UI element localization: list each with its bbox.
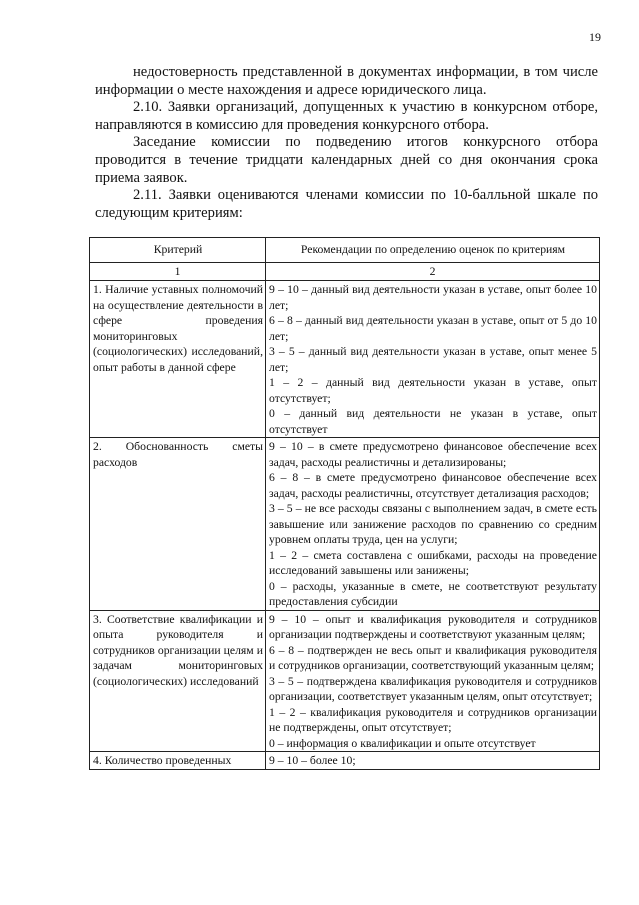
recommendation-line: 9 – 10 – опыт и квалификация руководителя и сотрудников организации подтверждены и соответствуют указанным целям;	[269, 612, 597, 641]
recommendation-line: 3 – 5 – данный вид деятельности указан в уставе, опыт менее 5 лет;	[269, 345, 597, 374]
recommendations-cell	[266, 610, 600, 752]
recommendation-line: 9 – 10 – более 10;	[269, 754, 356, 767]
recommendation-line: 9 – 10 – в смете предусмотрено финансовое обеспечение всех задач, расходы реалистичны и детализированы;	[269, 440, 597, 469]
column-number-1: 1	[90, 262, 266, 281]
recommendations-cell	[266, 752, 600, 770]
recommendation-line: 1 – 2 – квалификация руководителя и сотрудников организации не подтверждены, опыт отсутствует;	[269, 705, 597, 734]
paragraph-p3: Заседание комиссии по подведению итогов конкурсного отбора проводится в течение тридцати календарных дней со дня окончания срока приема заявок.	[95, 134, 598, 186]
recommendation-line: 3 – 5 – подтверждена квалификация руководителя и сотрудников организации, соответствует указанным целям, опыт отсутствует;	[269, 674, 597, 703]
table-header-row	[90, 238, 600, 263]
column-number-row	[90, 262, 600, 281]
recommendation-line: 6 – 8 – данный вид деятельности указан в уставе, опыт от 5 до 10 лет;	[269, 314, 597, 343]
criterion-cell: 2. Обоснованность сметы расходов	[90, 438, 266, 611]
table-row	[90, 610, 600, 752]
recommendation-line: 0 – данный вид деятельности не указан в уставе, опыт отсутствует	[269, 407, 597, 436]
table-row	[90, 752, 600, 770]
criterion-cell: 4. Количество проведенных	[90, 752, 266, 770]
recommendation-line: 6 – 8 – в смете предусмотрено финансовое обеспечение всех задач, расходы реалистичны, отсутствует детализация расходов;	[269, 471, 597, 500]
paragraph-p1: недостоверность представленной в документах информации, в том числе информации о месте нахождения и адресе юридического лица.	[95, 64, 598, 98]
table-row	[90, 438, 600, 611]
table-row	[90, 281, 600, 438]
recommendation-line: 1 – 2 – данный вид деятельности указан в уставе, опыт отсутствует;	[269, 376, 597, 405]
body-text	[95, 64, 598, 222]
column-number-2: 2	[266, 262, 600, 281]
paragraph-p2: 2.10. Заявки организаций, допущенных к участию в конкурсном отборе, направляются в комиссию для проведения конкурсного отбора.	[95, 99, 598, 133]
criterion-cell: 1. Наличие уставных полномочий на осуществление деятельности в сфере проведения мониторинговых (социологических) исследований, опыт работы в данной сфере	[90, 281, 266, 438]
header-recommendations: Рекомендации по определению оценок по критериям	[266, 238, 600, 263]
recommendation-line: 0 – информация о квалификации и опыте отсутствует	[269, 736, 536, 750]
recommendations-cell	[266, 438, 600, 611]
criterion-cell: 3. Соответствие квалификации и опыта руководителя и сотрудников организации целям и задачам мониторинговых (социологических) исследований	[90, 610, 266, 752]
recommendation-line: 3 – 5 – не все расходы связаны с выполнением задач, в смете есть завышение или занижение расходов по сравнению со средним уровнем оплаты труда, цен на услуги;	[269, 502, 597, 546]
paragraph-p4: 2.11. Заявки оцениваются членами комиссии по 10-балльной шкале по следующим критериям:	[95, 187, 598, 221]
recommendation-line: 6 – 8 – подтвержден не весь опыт и квалификация руководителя и сотрудников организации, соответствующий указанным целям;	[269, 643, 597, 672]
recommendation-line: 0 – расходы, указанные в смете, не соответствуют результату предоставления субсидии	[269, 579, 597, 608]
recommendations-cell	[266, 281, 600, 438]
recommendation-line: 1 – 2 – смета составлена с ошибками, расходы на проведение исследований завышены или занижены;	[269, 548, 597, 577]
header-criterion: Критерий	[90, 238, 266, 263]
criteria-table	[89, 237, 600, 770]
page-number: 19	[589, 30, 601, 44]
recommendation-line: 9 – 10 – данный вид деятельности указан в уставе, опыт более 10 лет;	[269, 283, 597, 312]
